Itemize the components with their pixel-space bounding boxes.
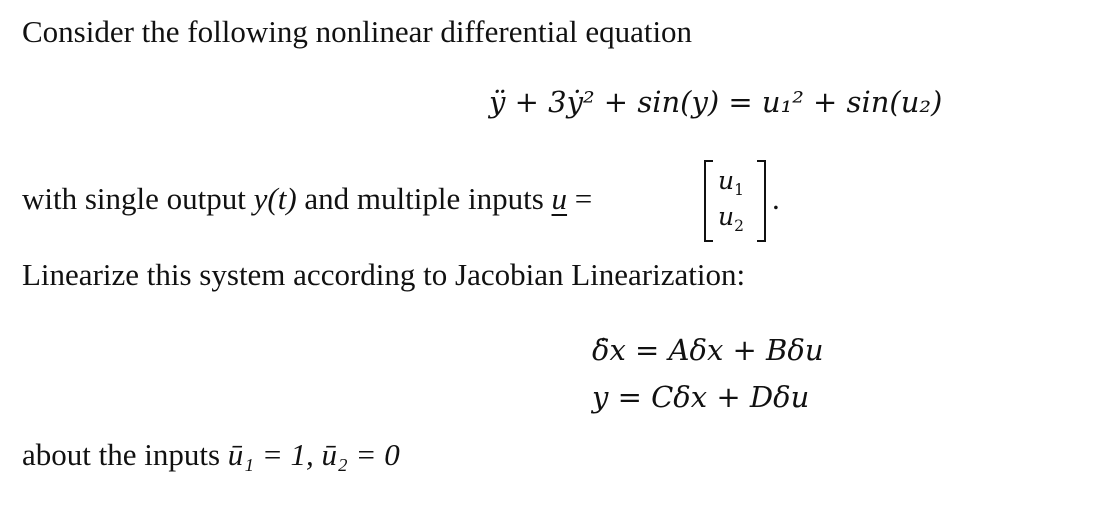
matrix-entry-u1: $u_1$	[718, 166, 744, 199]
left-bracket	[704, 160, 713, 242]
nonlinear-equation: ÿ + 3ẏ² + sin(y) = u₁² + sin(u₂)	[489, 85, 943, 119]
input-vector-symbol: u	[551, 181, 568, 216]
output-symbol: y(t)	[253, 181, 297, 216]
about-text: about the inputs	[22, 437, 228, 472]
output-inputs-sentence	[22, 183, 592, 214]
state-equation: δ̇x = Aδx + Bδu	[592, 333, 824, 367]
operating-point: ū₁ = 1, ū₂ = 0	[227, 437, 400, 472]
output-equation: y = Cδx + Dδu	[592, 380, 810, 414]
equals-sign: =	[574, 181, 593, 216]
operating-point-sentence	[22, 439, 400, 470]
input-matrix	[704, 160, 766, 242]
intro-text: Consider the following nonlinear differential equation	[22, 14, 693, 49]
with-inputs-text: and multiple inputs	[304, 181, 552, 216]
sentence-period: .	[772, 181, 780, 216]
with-output-text: with single output	[22, 181, 254, 216]
matrix-entry-u2: $u_2$	[718, 202, 744, 235]
linearize-instruction: Linearize this system according to Jacobian Linearization:	[22, 257, 746, 292]
right-bracket	[757, 160, 766, 242]
